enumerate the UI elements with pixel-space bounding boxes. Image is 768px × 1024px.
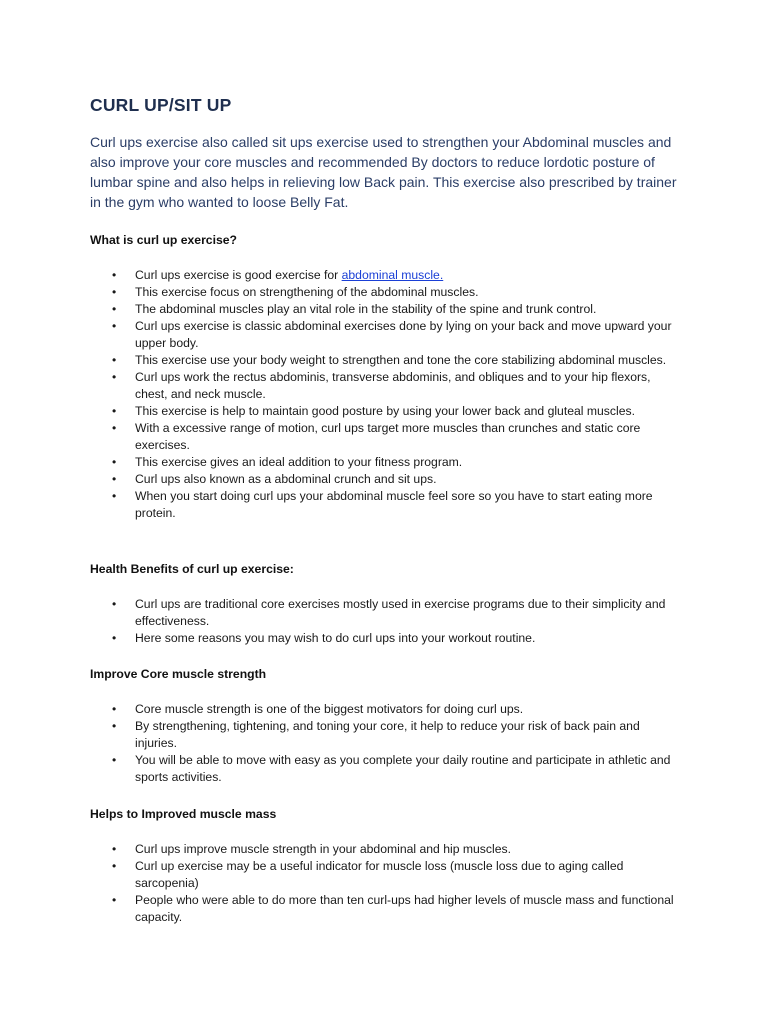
list-item <box>90 267 680 284</box>
bullet-icon: • <box>112 631 117 645</box>
page-title: CURL UP/SIT UP <box>90 95 232 115</box>
list-item-text: Here some reasons you may wish to do curl ups into your workout routine. <box>135 631 536 645</box>
bullet-icon: • <box>112 421 117 435</box>
list-item <box>90 420 680 454</box>
list-item-text: Curl ups are traditional core exercises mostly used in exercise programs due to their simplicity and effectiveness. <box>135 597 666 628</box>
list-item-text: This exercise gives an ideal addition to your fitness program. <box>135 455 463 469</box>
list-item-text: This exercise focus on strengthening of the abdominal muscles. <box>135 285 479 299</box>
bullet-icon: • <box>112 893 117 907</box>
list-item <box>90 454 680 471</box>
bullet-icon: • <box>112 404 117 418</box>
list-item-text: You will be able to move with easy as you complete your daily routine and participate in athletic and sports activities. <box>135 753 671 784</box>
list-item-text: Curl ups work the rectus abdominis, transverse abdominis, and obliques and to your hip flexors, chest, and neck muscle. <box>135 370 651 401</box>
list-item-text: Curl up exercise may be a useful indicator for muscle loss (muscle loss due to aging called sarcopenia) <box>135 859 624 890</box>
list-item-text: This exercise is help to maintain good posture by using your lower back and gluteal muscles. <box>135 404 635 418</box>
list-item-text: Curl ups also known as a abdominal crunch and sit ups. <box>135 472 437 486</box>
list-item <box>90 403 680 420</box>
list-item-text: With a excessive range of motion, curl ups target more muscles than crunches and static core exercises. <box>135 421 641 452</box>
list-item <box>90 369 680 403</box>
list-item <box>90 858 680 892</box>
bullet-icon: • <box>112 702 117 716</box>
section-heading-health-benefits: Health Benefits of curl up exercise: <box>90 562 294 576</box>
section3-list <box>90 701 680 786</box>
section-heading-muscle-mass: Helps to Improved muscle mass <box>90 807 277 821</box>
list-item-text: When you start doing curl ups your abdominal muscle feel sore so you have to start eating more protein. <box>135 489 653 520</box>
list-item-text: Core muscle strength is one of the biggest motivators for doing curl ups. <box>135 702 524 716</box>
bullet-icon: • <box>112 319 117 333</box>
list-item-text: Curl ups exercise is good exercise for <box>135 268 342 282</box>
bullet-icon: • <box>112 842 117 856</box>
list-item-text: The abdominal muscles play an vital role in the stability of the spine and trunk control. <box>135 302 597 316</box>
section2-list <box>90 596 680 647</box>
list-item <box>90 630 680 647</box>
list-item <box>90 596 680 630</box>
abdominal-muscle-link[interactable]: abdominal muscle. <box>341 268 444 282</box>
intro-paragraph: Curl ups exercise also called sit ups exercise used to strengthen your Abdominal muscles and also improve your core muscles and recommended By doctors to reduce lordotic posture of lumbar spine and also helps in relieving low Back pain. This exercise also prescribed by trainer in the gym who wanted to loose Belly Fat. <box>90 134 677 210</box>
bullet-icon: • <box>112 285 117 299</box>
bullet-icon: • <box>112 455 117 469</box>
bullet-icon: • <box>112 719 117 733</box>
section4-list <box>90 841 680 926</box>
bullet-icon: • <box>112 353 117 367</box>
section1-list <box>90 267 680 522</box>
list-item-text: By strengthening, tightening, and toning your core, it help to reduce your risk of back pain and injuries. <box>135 719 640 750</box>
list-item <box>90 471 680 488</box>
bullet-icon: • <box>112 859 117 873</box>
list-item-text: Curl ups improve muscle strength in your abdominal and hip muscles. <box>135 842 511 856</box>
list-item <box>90 284 680 301</box>
list-item <box>90 841 680 858</box>
list-item <box>90 892 680 926</box>
list-item <box>90 301 680 318</box>
list-item <box>90 752 680 786</box>
section-heading-core-strength: Improve Core muscle strength <box>90 667 267 681</box>
list-item-text: This exercise use your body weight to strengthen and tone the core stabilizing abdominal muscles. <box>135 353 667 367</box>
bullet-icon: • <box>112 597 117 611</box>
list-item <box>90 701 680 718</box>
bullet-icon: • <box>112 472 117 486</box>
bullet-icon: • <box>112 268 117 282</box>
bullet-icon: • <box>112 489 117 503</box>
bullet-icon: • <box>112 302 117 316</box>
bullet-icon: • <box>112 370 117 384</box>
list-item-text: People who were able to do more than ten curl-ups had higher levels of muscle mass and functional capacity. <box>135 893 674 924</box>
list-item <box>90 352 680 369</box>
bullet-icon: • <box>112 753 117 767</box>
list-item <box>90 718 680 752</box>
list-item <box>90 488 680 522</box>
list-item-text: Curl ups exercise is classic abdominal exercises done by lying on your back and move upward your upper body. <box>135 319 672 350</box>
section-heading-what-is: What is curl up exercise? <box>90 233 237 247</box>
list-item <box>90 318 680 352</box>
